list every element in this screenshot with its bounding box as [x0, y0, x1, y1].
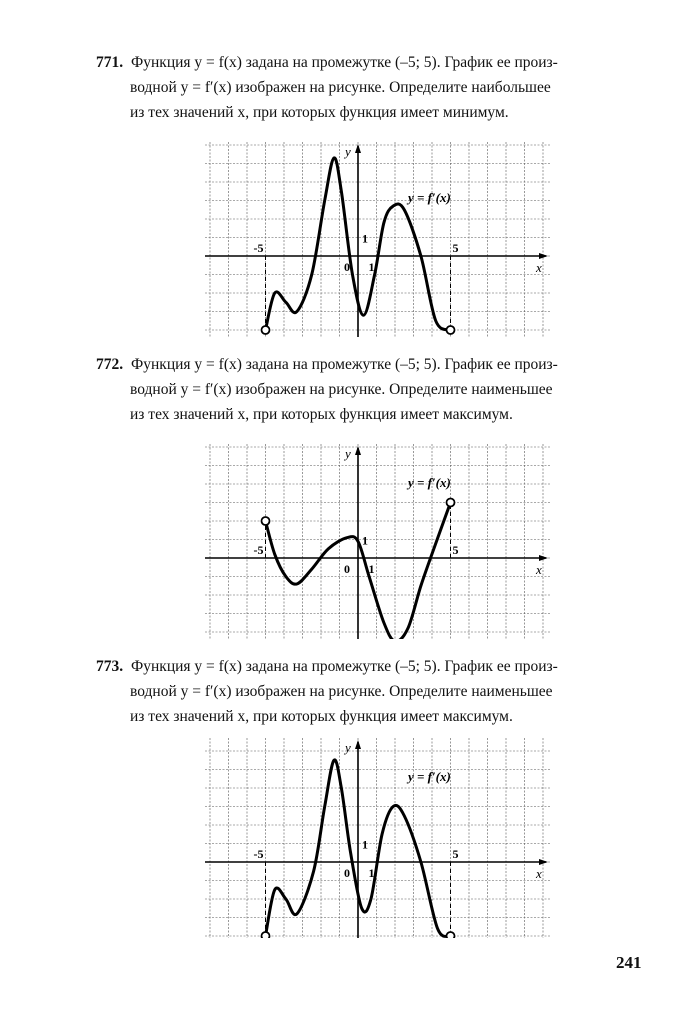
open-endpoint	[447, 499, 455, 507]
grid	[205, 142, 550, 337]
problem-number: 772.	[96, 356, 124, 373]
problem-text-line1: Функция y = f(x) задана на промежутке (–5; 5). График ее произ-	[131, 658, 558, 675]
unit-x-label: 1	[368, 562, 375, 576]
problem-text-line3: из тех значений x, при которых функция имеет максимум.	[130, 406, 513, 423]
open-endpoint	[262, 932, 270, 938]
unit-x-label: 1	[368, 260, 375, 274]
problem-772	[96, 352, 656, 427]
unit-y-label: 1	[362, 533, 368, 548]
problem-text-line1: Функция y = f(x) задана на промежутке (–5; 5). График ее произ-	[131, 356, 558, 373]
x-axis-arrow	[539, 859, 548, 865]
problem-text-line2: водной y = f′(x) изображен на рисунке. Определите наименьшее	[130, 381, 553, 398]
problem-text-line3: из тех значений x, при которых функция имеет максимум.	[130, 708, 513, 725]
y-axis-label: y	[345, 144, 351, 159]
x-axis-label: x	[536, 866, 542, 881]
problem-773	[96, 654, 656, 729]
problem-text-line1: Функция y = f(x) задана на промежутке (–5; 5). График ее произ-	[131, 54, 558, 71]
unit-x-label: 1	[368, 866, 375, 880]
tick-label-pos5: 5	[452, 241, 459, 255]
y-axis-arrow	[355, 740, 361, 749]
curve-label: y = f′(x)	[408, 475, 451, 490]
unit-y-label: 1	[362, 231, 368, 246]
problem-text-line2: водной y = f′(x) изображен на рисунке. Определите наименьшее	[130, 683, 553, 700]
x-axis-arrow	[539, 555, 548, 561]
tick-label-neg5: -5	[253, 847, 264, 861]
grid	[205, 738, 550, 938]
tick-label-neg5: -5	[253, 543, 264, 557]
problem-text-line2: водной y = f′(x) изображен на рисунке. Определите наибольшее	[130, 79, 551, 96]
unit-y-label: 1	[362, 837, 368, 852]
problem-text-line3: из тех значений x, при которых функция имеет минимум.	[130, 104, 509, 121]
tick-label-pos5: 5	[452, 543, 459, 557]
origin-label: 0	[344, 866, 350, 880]
y-axis-arrow	[355, 144, 361, 153]
problem-771	[96, 50, 656, 125]
open-endpoint	[447, 326, 455, 334]
tick-label-neg5: -5	[253, 241, 264, 255]
x-axis-arrow	[539, 253, 548, 259]
origin-label: 0	[344, 260, 350, 274]
open-endpoint	[262, 326, 270, 334]
curve-label: y = f′(x)	[408, 190, 451, 205]
curve-label: y = f′(x)	[408, 769, 451, 784]
problem-number: 773.	[96, 658, 124, 675]
x-axis-label: x	[536, 562, 542, 577]
page-number: 241	[616, 953, 642, 972]
y-axis-label: y	[345, 446, 351, 461]
y-axis-arrow	[355, 446, 361, 455]
grid	[205, 444, 550, 639]
open-endpoint	[262, 517, 270, 525]
y-axis-label: y	[345, 740, 351, 755]
open-endpoint	[447, 932, 455, 938]
graph-771	[205, 142, 550, 337]
origin-label: 0	[344, 562, 350, 576]
graph-773	[205, 738, 550, 938]
tick-label-pos5: 5	[452, 847, 459, 861]
x-axis-label: x	[536, 260, 542, 275]
graph-772	[205, 444, 550, 639]
problem-number: 771.	[96, 54, 124, 71]
